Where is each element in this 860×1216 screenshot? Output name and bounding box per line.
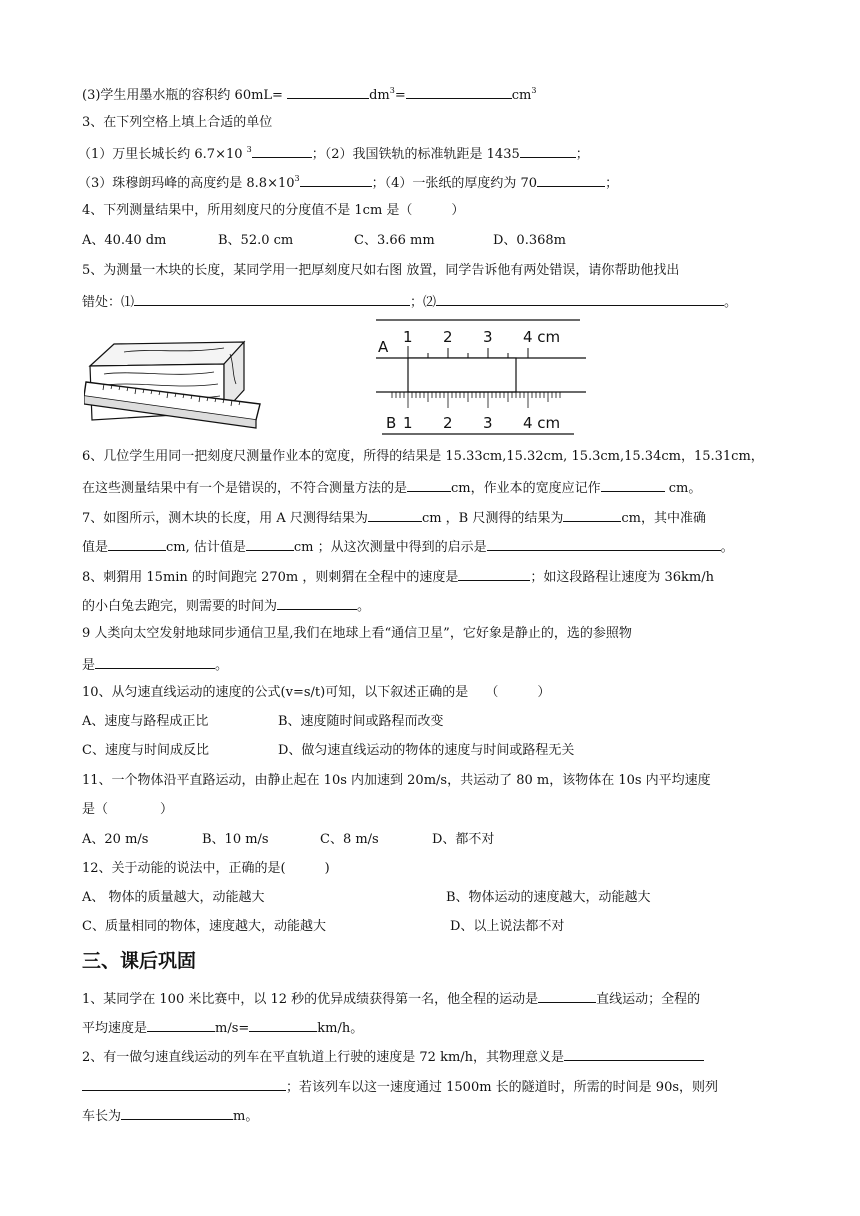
q3-units-line2: （3）珠穆朗玛峰的高度约是 $8.8\times 10^3$ ；（4）一张纸的厚度约为 70 ；	[78, 174, 619, 191]
ruler-a-tick-label: 2	[443, 328, 453, 346]
answer-blank[interactable]	[134, 291, 410, 306]
q12-stem: 12、关于动能的说法中，正确的是( )	[82, 861, 330, 876]
q4-options	[82, 232, 566, 250]
q4-option-b[interactable]: B、52.0 cm	[218, 233, 294, 248]
ruler-b-tick-label: 4 cm	[523, 414, 561, 432]
answer-blank[interactable]	[601, 477, 665, 492]
q4-option-a[interactable]: A、40.40 dm	[82, 233, 167, 248]
q10-options-row2	[82, 742, 574, 760]
ruler-a-tick-label: 1	[403, 328, 413, 346]
q3-ink-line: (3)学生用墨水瓶的容积约 $60mL= dm^3= cm^3$	[82, 86, 537, 103]
q11-line1: 11、一个物体沿平直路运动，由静止起在 10s 内加速到 20m/s，共运动了 80 m，该物体在 10s 内平均速度	[82, 773, 711, 788]
answer-blank[interactable]	[520, 143, 576, 158]
two-rulers-figure	[376, 316, 586, 438]
q11-option-c[interactable]: C、8 m/s	[320, 832, 379, 847]
q9-line2: 是 。	[82, 654, 228, 675]
q4-option-c[interactable]: C、3.66 mm	[354, 233, 435, 248]
answer-blank[interactable]	[277, 595, 357, 610]
q11-option-b[interactable]: B、10 m/s	[202, 832, 269, 847]
q9-line1: 9 人类向太空发射地球同步通信卫星,我们在地球上看“通信卫星”，它好象是静止的，选的参照物	[82, 626, 632, 641]
hw2-line1: 2、有一做匀速直线运动的列车在平直轨道上行驶的速度是 72 km/h，其物理意义是	[82, 1046, 704, 1067]
q10-option-b[interactable]: B、速度随时间或路程而改变	[278, 714, 444, 729]
ruler-b-label: B	[386, 414, 397, 432]
answer-blank[interactable]	[436, 291, 724, 306]
answer-blank[interactable]	[368, 507, 422, 522]
q3-units-title: 3、在下列空格上填上合适的单位	[82, 115, 273, 130]
answer-blank[interactable]	[249, 1017, 317, 1032]
q3-ink-text: (3)学生用墨水瓶的容积约 60mL=	[82, 88, 288, 103]
answer-blank[interactable]	[82, 1076, 286, 1091]
answer-blank[interactable]	[95, 654, 215, 669]
q8-line2: 的小白兔去跑完，则需要的时间为 。	[82, 595, 370, 616]
q5-line2: 错处：⑴ ；⑵ 。	[82, 291, 737, 312]
ruler-b-tick-label: 2	[443, 414, 453, 432]
answer-blank[interactable]	[487, 536, 721, 551]
q8-line1: 8、刺猬用 15min 的时间跑完 270m ，则刺猬在全程中的速度是 ；如这段路程让速度为 36km/h	[82, 566, 714, 587]
q10-option-c[interactable]: C、速度与时间成反比	[82, 743, 209, 758]
ruler-a-tick-label: 3	[483, 328, 493, 346]
ruler-a-label: A	[378, 338, 389, 356]
q10-option-d[interactable]: D、做匀速直线运动的物体的速度与时间或路程无关	[278, 743, 575, 758]
q11-options	[82, 831, 494, 849]
wood-block-ruler-figure	[84, 334, 268, 430]
q10-stem: 10、从匀速直线运动的速度的公式(v=s/t)可知，以下叙述正确的是 （ ）	[82, 685, 551, 700]
q11-option-d[interactable]: D、都不对	[432, 832, 495, 847]
answer-blank[interactable]	[147, 1017, 215, 1032]
q5-line1: 5、为测量一木块的长度，某同学用一把厚刻度尺如右图 放置，同学告诉他有两处错误，请你帮助他找出	[82, 263, 680, 278]
answer-blank[interactable]	[246, 536, 294, 551]
q3-units-line1: （1）万里长城长约 6.7×10 $^3$ ；（2）我国铁轨的标准轨距是 1435 ；	[78, 145, 589, 162]
hw2-line2: ；若该列车以这一速度通过 1500m 长的隧道时，所需的时间是 90s，则列	[82, 1076, 718, 1097]
answer-blank[interactable]	[287, 84, 369, 99]
hw1-line1: 1、某同学在 100 米比赛中，以 12 秒的优异成绩获得第一名，他全程的运动是 直线运动；全程的	[82, 988, 700, 1009]
q10-option-a[interactable]: A、速度与路程成正比	[82, 714, 209, 729]
ruler-b-tick-label: 3	[483, 414, 493, 432]
q12-option-d[interactable]: D、以上说法都不对	[450, 919, 565, 934]
q11-option-a[interactable]: A、20 m/s	[82, 832, 149, 847]
q6-line1: 6、几位学生用同一把刻度尺测量作业本的宽度，所得的结果是 15.33cm,15.32cm, 15.3cm,15.34cm，15.31cm，	[82, 449, 764, 464]
q12-options-row1	[82, 889, 651, 907]
q4-option-d[interactable]: D、0.368m	[493, 233, 566, 248]
answer-blank[interactable]	[537, 172, 605, 187]
hw1-line2: 平均速度是 m/s= km/h。	[82, 1017, 363, 1038]
section-title: 三、课后巩固	[82, 950, 197, 972]
answer-blank[interactable]	[407, 477, 451, 492]
answer-blank[interactable]	[252, 143, 312, 158]
q12-option-c[interactable]: C、质量相同的物体，速度越大，动能越大	[82, 919, 326, 934]
answer-blank[interactable]	[300, 172, 372, 187]
answer-blank[interactable]	[564, 1046, 704, 1061]
answer-blank[interactable]	[563, 507, 621, 522]
answer-blank[interactable]	[538, 988, 596, 1003]
ruler-a-tick-label: 4 cm	[523, 328, 561, 346]
answer-blank[interactable]	[406, 84, 512, 99]
q4-stem: 4、下列测量结果中，所用刻度尺的分度值不是 1cm 是（ ）	[82, 203, 465, 218]
q7-line2: 值是 cm, 估计值是 cm ；从这次测量中得到的启示是 。	[82, 536, 734, 557]
q6-line2: 在这些测量结果中有一个是错误的，不符合测量方法的是 cm，作业本的宽度应记作 cm。	[82, 477, 701, 498]
answer-blank[interactable]	[121, 1105, 233, 1120]
q7-line1: 7、如图所示，测木块的长度，用 A 尺测得结果为 cm ，B 尺测得的结果为 cm，其中准确	[82, 507, 706, 528]
answer-blank[interactable]	[108, 536, 166, 551]
q12-option-a[interactable]: A、 物体的质量越大，动能越大	[82, 890, 265, 905]
q12-option-b[interactable]: B、物体运动的速度越大，动能越大	[446, 890, 651, 905]
q12-options-row2	[82, 918, 564, 936]
q11-line2: 是（ ）	[82, 802, 174, 817]
q10-options-row1	[82, 713, 444, 731]
hw2-line3: 车长为 m。	[82, 1105, 258, 1126]
answer-blank[interactable]	[458, 566, 530, 581]
ruler-b-tick-label: 1	[403, 414, 413, 432]
